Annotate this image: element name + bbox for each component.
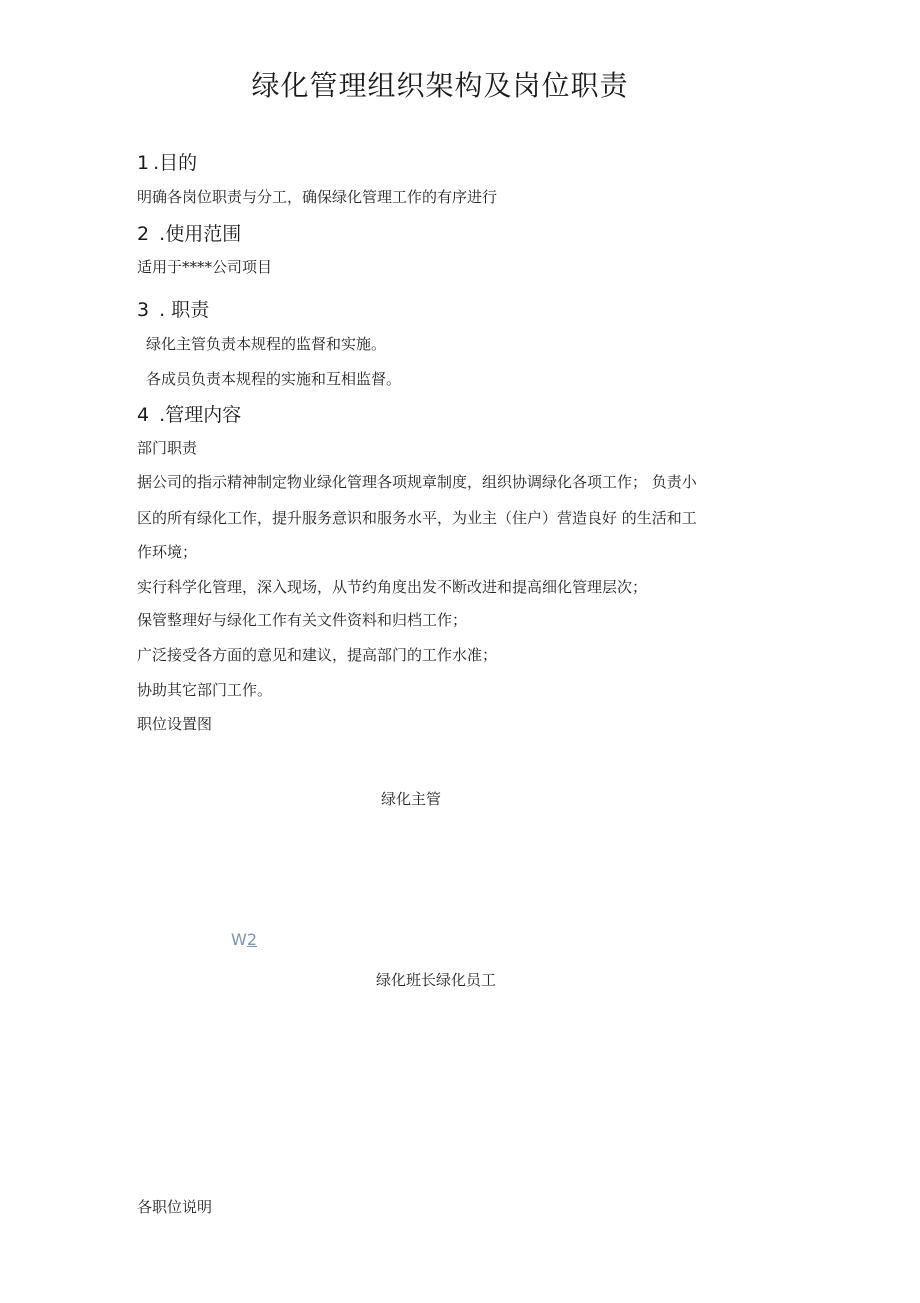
section-title: 职责 xyxy=(171,299,210,321)
section-4-body-line: 区的所有绿化工作，提升服务意识和服务水平，为业主（住户）营造良好 的生活和工 xyxy=(137,509,697,527)
section-number: 3 xyxy=(137,299,150,321)
section-title: 目的 xyxy=(159,152,198,174)
section-number: 2 xyxy=(137,223,150,245)
section-title: 使用范围 xyxy=(165,223,242,245)
section-number: 4 xyxy=(137,404,150,426)
section-4-body-line: 职位设置图 xyxy=(137,715,213,733)
section-4-heading: 4 .管理内容 xyxy=(137,404,242,426)
section-4-body-line: 据公司的指示精神制定物业绿化管理各项规章制度，组织协调绿化各项工作； 负责小 xyxy=(137,473,697,491)
section-4-body-line: 广泛接受各方面的意见和建议，提高部门的工作水准； xyxy=(137,646,498,664)
section-4-subheading: 部门职责 xyxy=(137,439,198,457)
section-4-body-line: 实行科学化管理，深入现场，从节约角度出发不断改进和提高细化管理层次； xyxy=(137,578,648,596)
w2-logo-icon: W2 xyxy=(231,930,258,949)
section-number: 1 xyxy=(137,152,150,174)
section-1-body: 明确各岗位职责与分工，确保绿化管理工作的有序进行 xyxy=(137,188,498,206)
section-3-body-line: 各成员负责本规程的实施和互相监督。 xyxy=(146,370,402,388)
org-chart-bottom-nodes: 绿化班长绿化员工 xyxy=(376,971,497,989)
section-3-heading: 3 . 职责 xyxy=(137,299,210,321)
section-title: 管理内容 xyxy=(165,404,242,426)
org-chart-top-node: 绿化主管 xyxy=(381,790,442,808)
section-4-body-line: 保管整理好与绿化工作有关文件资料和归档工作； xyxy=(137,611,468,629)
section-2-heading: 2 .使用范围 xyxy=(137,223,242,245)
section-2-body: 适用于****公司项目 xyxy=(137,258,273,276)
section-3-body-line: 绿化主管负责本规程的监督和实施。 xyxy=(146,335,387,353)
section-4-body-line: 作环境； xyxy=(137,543,198,561)
document-title: 绿化管理组织架构及岗位职责 xyxy=(251,69,629,102)
section-4-body-line: 协助其它部门工作。 xyxy=(137,681,273,699)
section-1-heading: 1 .目的 xyxy=(137,152,198,174)
positions-description-heading: 各职位说明 xyxy=(137,1198,213,1216)
